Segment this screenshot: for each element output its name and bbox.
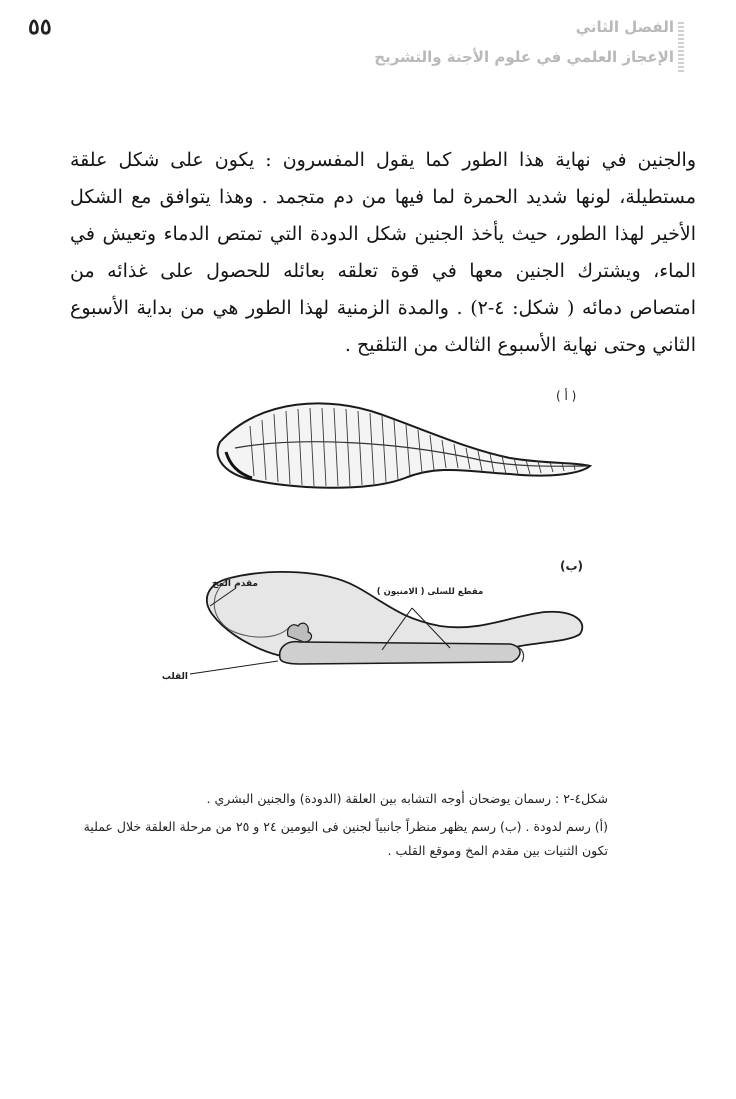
leech-drawing [218, 403, 590, 487]
panel-a-label: ( أ ) [556, 389, 577, 403]
figure-leech-embryo [150, 378, 610, 698]
label-heart: القلب [161, 672, 188, 682]
figure-drawing [150, 378, 610, 698]
label-forebrain: مقدم المخ [212, 579, 258, 589]
caption-detail: (أ) رسم لدودة . (ب) رسم يظهر منظراً جانبياً لجنين فى اليومين ٢٤ و ٢٥ من مرحلة العلقة خلال عملية تكون الثنيات بين مقدم المخ وموقع القلب . [83, 819, 608, 858]
running-header [334, 18, 674, 66]
body-paragraph: والجنين في نهاية هذا الطور كما يقول المفسرون : يكون على شكل علقة مستطيلة، لونها شديد الحمرة لما فيها من دم متجمد . وهذا يتوافق مع الشكل الأخير لهذا الطور، حيث يأخذ الجنين شكل الدودة التي تمتص الدماء وتعيش في الماء، ويشترك الجنين معها في قوة تعلقه بعائله للحصول على غذائه من امتصاص دمائه ( شكل: ٤-٢) . والمدة الزمنية لهذا الطور هي من بداية الأسبوع الثاني وحتى نهاية الأسبوع الثالث من التلقيح . [70, 149, 696, 356]
caption-title: شكل٤-٢ : رسمان يوضحان أوجه التشابه بين العلقة (الدودة) والجنين البشري . [206, 791, 608, 806]
header-decoration-bar [678, 22, 684, 74]
figure-caption [70, 787, 608, 863]
label-amnion-section: مقطع للسلى ( الامنيون ) [376, 587, 484, 597]
chapter-title: الفصل الثاني [575, 18, 674, 36]
panel-b-label: (ب) [560, 559, 584, 573]
book-subtitle: الإعجاز العلمي في علوم الأجنة والتشريح [374, 48, 674, 66]
page-number: ٥٥ [28, 14, 52, 40]
